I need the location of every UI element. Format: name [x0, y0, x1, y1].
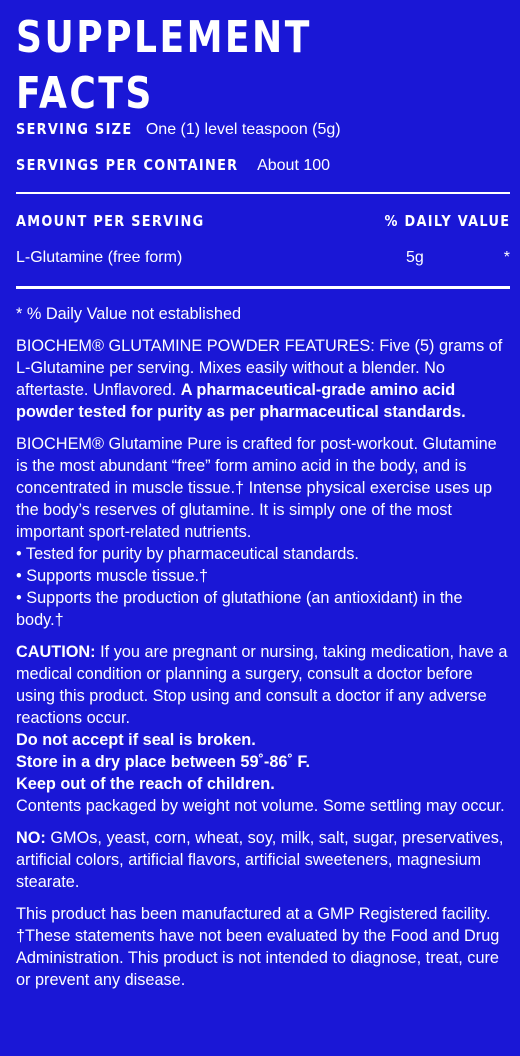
bullet-item: • Supports the production of glutathione (an antioxidant) in the body.†: [16, 589, 463, 629]
nutrient-amount: 5g: [406, 249, 424, 266]
daily-value-header: % DAILY VALUE: [384, 212, 510, 230]
divider: [16, 192, 510, 194]
nutrient-name: L-Glutamine (free form): [16, 249, 183, 266]
label-body: [16, 303, 510, 1001]
caution-storage-warning: Store in a dry place between 59˚-86˚ F.: [16, 753, 311, 771]
features-paragraph: [16, 335, 510, 423]
gmp-statement: This product has been manufactured at a GMP Registered facility.: [16, 905, 491, 923]
serving-size-value: One (1) level teaspoon (5g): [145, 121, 341, 138]
features-text: BIOCHEM® GLUTAMINE POWDER FEATURES: Five (5) grams of L-Glutamine per serving. Mixes easily without a blender. No aftertaste. Unflavored.: [16, 337, 503, 399]
servings-per-container-value: About 100: [257, 157, 331, 174]
servings-per-container-label: SERVINGS PER CONTAINER: [16, 156, 239, 174]
description-text: BIOCHEM® Glutamine Pure is crafted for post-workout. Glutamine is the most abundant “free” form amino acid in the body, and is concentrated in muscle tissue.† Intense physical exercise uses up the body’s reserves of glutamine. It is simply one of the most important sport-related nutrients.: [16, 435, 497, 541]
caution-children-warning: Keep out of the reach of children.: [16, 775, 275, 793]
settling-note: Contents packaged by weight not volume. Some settling may occur.: [16, 797, 505, 815]
amount-header-row: [16, 212, 510, 232]
caution-text: If you are pregnant or nursing, taking medication, have a medical condition or planning a surgery, consult a doctor before using this product. Stop using and consult a doctor if any adverse reactions occur.: [16, 643, 508, 727]
nutrient-row: [16, 249, 510, 269]
disclaimer-paragraph: [16, 903, 510, 991]
free-from-paragraph: [16, 827, 510, 893]
servings-per-container-row: [16, 156, 330, 175]
features-bold-text: A pharmaceutical-grade amino acid powder tested for purity as per pharmaceutical standards.: [16, 381, 466, 421]
amount-per-serving-header: AMOUNT PER SERVING: [16, 212, 205, 230]
nutrient-daily-value: *: [503, 249, 510, 266]
description-paragraph: [16, 433, 510, 631]
bullet-item: • Supports muscle tissue.†: [16, 567, 209, 585]
caution-seal-warning: Do not accept if seal is broken.: [16, 731, 256, 749]
dv-footnote: * % Daily Value not established: [16, 305, 242, 323]
page-title: SUPPLEMENT FACTS: [16, 12, 312, 119]
caution-label: CAUTION:: [16, 643, 96, 661]
serving-size-row: [16, 120, 341, 139]
serving-size-label: SERVING SIZE: [16, 120, 133, 138]
divider-thick: [16, 286, 510, 289]
free-from-label: NO:: [16, 829, 46, 847]
caution-paragraph: [16, 641, 510, 817]
fda-disclaimer: †These statements have not been evaluated by the Food and Drug Administration. This product is not intended to diagnose, treat, cure or prevent any disease.: [16, 927, 500, 989]
free-from-text: GMOs, yeast, corn, wheat, soy, milk, salt, sugar, preservatives, artificial colors, artificial flavors, artificial sweeteners, magnesium stearate.: [16, 829, 504, 891]
bullet-item: • Tested for purity by pharmaceutical standards.: [16, 545, 359, 563]
